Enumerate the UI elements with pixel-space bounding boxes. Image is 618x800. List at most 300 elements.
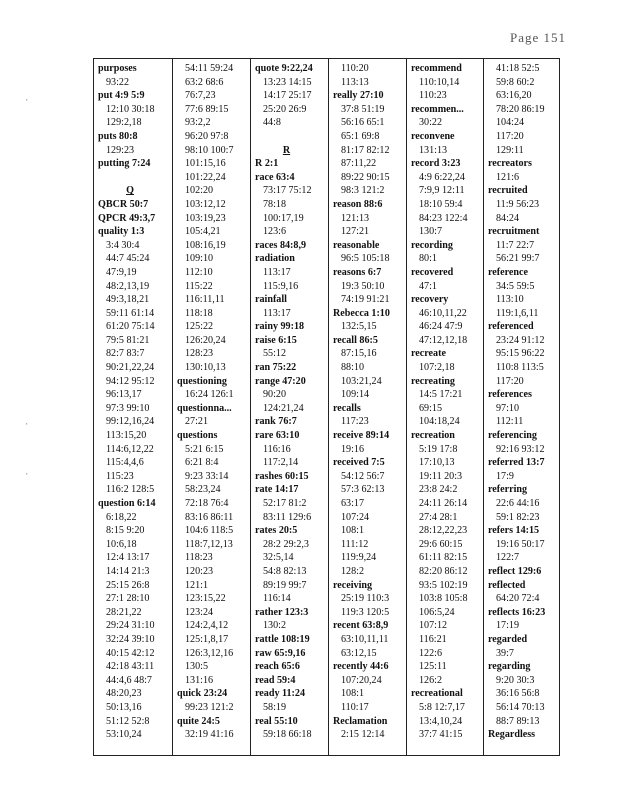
index-term: recall 86:5 xyxy=(333,334,378,346)
page-reference: 99:12,16,24 xyxy=(106,416,155,428)
page-reference: 63:17 xyxy=(341,498,364,509)
index-term: recreational xyxy=(411,688,463,700)
index-term: R 2:1 xyxy=(255,158,279,170)
index-term: recruitment xyxy=(488,226,540,238)
page-reference: 27:21 xyxy=(185,416,208,428)
page-reference: 130:10,13 xyxy=(185,362,226,374)
page-reference: 113:13 xyxy=(341,76,369,88)
page-reference: 115:9,16 xyxy=(263,280,299,292)
index-term: reasons 6:7 xyxy=(333,266,382,278)
page-reference: 40:15 42:12 xyxy=(106,647,155,659)
page-reference: 105:4,21 xyxy=(185,226,221,238)
page-reference: 107:2,18 xyxy=(419,362,455,374)
index-term: rather 123:3 xyxy=(255,606,309,618)
index-term: QBCR 50:7 xyxy=(98,198,149,210)
page-reference: 113:10 xyxy=(496,294,524,306)
page-reference: 106:5,24 xyxy=(419,606,455,618)
page-reference: 118:23 xyxy=(185,552,213,564)
index-term: quick 23:24 xyxy=(177,688,228,700)
page-reference: 96:13,17 xyxy=(106,389,142,401)
page-reference: 54:11 59:24 xyxy=(185,63,234,74)
page-reference: 113:17 xyxy=(263,307,291,319)
margin-mark-left-low: · xyxy=(24,470,30,480)
page-reference: 97:10 xyxy=(496,402,519,414)
page-reference: 119:9,24 xyxy=(341,552,377,564)
index-term: Rebecca 1:10 xyxy=(333,307,390,319)
page-reference: 61:20 75:14 xyxy=(106,321,155,333)
index-term: quality 1:3 xyxy=(98,226,145,238)
page-reference: 17:9 xyxy=(496,470,514,482)
page-reference: 65:1 69:8 xyxy=(341,130,380,142)
index-column-5 xyxy=(406,59,483,755)
page-reference: 2:15 12:14 xyxy=(341,729,385,741)
margin-mark-left-mid: · xyxy=(24,420,30,430)
page-reference: 92:16 93:12 xyxy=(496,443,545,455)
page-reference: 101:22,24 xyxy=(185,171,226,183)
page-reference: 6:18,22 xyxy=(106,511,137,523)
page-reference: 116:11,11 xyxy=(185,294,225,306)
page-reference: 123:6 xyxy=(263,226,286,238)
index-term: raise 6:15 xyxy=(255,334,297,346)
page-reference: 104:18,24 xyxy=(419,416,460,428)
page-reference: 77:6 89:15 xyxy=(185,103,229,115)
index-term: putting 7:24 xyxy=(98,158,151,170)
page-reference: 49:3,18,21 xyxy=(106,294,150,306)
index-term: recreate xyxy=(411,348,446,360)
page-reference: 14:14 21:3 xyxy=(106,565,150,577)
page-reference: 9:23 33:14 xyxy=(185,470,229,482)
page-reference: 94:12 95:12 xyxy=(106,375,155,387)
index-term: reconvene xyxy=(411,130,455,142)
page-reference: 114:6,12,22 xyxy=(106,443,154,455)
page-reference: 23:24 91:12 xyxy=(496,334,545,346)
page-reference: 128:2 xyxy=(341,565,364,577)
page-reference: 50:13,16 xyxy=(106,701,142,713)
page-reference: 121:13 xyxy=(341,212,370,224)
index-term: rainfall xyxy=(255,294,287,306)
page-reference: 90:20 xyxy=(263,389,286,401)
index-term: rank 76:7 xyxy=(255,416,297,428)
page-reference: 83:16 86:11 xyxy=(185,511,234,523)
index-term: read 59:4 xyxy=(255,674,296,686)
page-reference: 27:4 28:1 xyxy=(419,511,458,523)
page-reference: 13:4,10,24 xyxy=(419,715,463,727)
index-term: receive 89:14 xyxy=(333,430,390,442)
page-reference: 101:15,16 xyxy=(185,158,226,170)
index-term: referenced xyxy=(488,321,534,333)
index-term: questionna... xyxy=(177,402,232,414)
page-reference: 44:7 45:24 xyxy=(106,253,150,265)
page-reference: 110:23 xyxy=(419,90,447,102)
page-reference: 89:19 99:7 xyxy=(263,579,307,591)
page-reference: 123:24 xyxy=(185,606,214,618)
page-reference: 129:11 xyxy=(496,144,524,156)
index-term: recalls xyxy=(333,402,361,414)
page-reference: 107:20,24 xyxy=(341,674,382,686)
page-reference: 124:21,24 xyxy=(263,402,304,414)
page-reference: 19:16 50:17 xyxy=(496,538,545,550)
page-reference: 110:8 113:5 xyxy=(496,362,544,374)
page-reference: 17:10,13 xyxy=(419,457,455,469)
page-reference: 46:24 47:9 xyxy=(419,321,463,333)
page-reference: 47:9,19 xyxy=(106,266,137,278)
page-reference: 127:21 xyxy=(341,226,370,238)
index-term: referred 13:7 xyxy=(488,457,545,469)
page-reference: 42:18 43:11 xyxy=(106,661,155,673)
page-reference: 126:2 xyxy=(419,674,442,686)
page-reference: 103:12,12 xyxy=(185,198,226,210)
page-reference: 107:12 xyxy=(419,620,448,632)
page-reference: 17:19 xyxy=(496,620,519,632)
page-reference: 13:23 14:15 xyxy=(263,76,312,88)
page-reference: 123:15,22 xyxy=(185,593,226,605)
page-reference: 119:1,6,11 xyxy=(496,307,539,319)
page-reference: 108:16,19 xyxy=(185,239,226,251)
page-reference: 29:24 31:10 xyxy=(106,620,155,632)
index-term: recovered xyxy=(411,266,454,278)
page-reference: 27:1 28:10 xyxy=(106,593,150,605)
margin-mark-left-top: · xyxy=(24,96,30,106)
index-term: puts 80:8 xyxy=(98,130,138,142)
page-reference: 129:23 xyxy=(106,144,135,156)
page-reference: 83:11 129:6 xyxy=(263,511,312,523)
page-reference: 22:6 44:16 xyxy=(496,498,540,509)
page-reference: 116:16 xyxy=(263,443,291,455)
index-term: rattle 108:19 xyxy=(255,633,310,645)
index-term: quote 9:22,24 xyxy=(255,63,313,74)
page-reference: 47:12,12,18 xyxy=(419,334,468,346)
page-reference: 5:8 12:7,17 xyxy=(419,701,465,713)
page-reference: 59:18 66:18 xyxy=(263,729,312,741)
page-reference: 97:3 99:10 xyxy=(106,402,150,414)
page-reference: 56:16 65:1 xyxy=(341,117,385,129)
page-reference: 55:12 xyxy=(263,348,286,360)
index-column-2 xyxy=(172,59,250,755)
page-reference: 25:15 26:8 xyxy=(106,579,150,591)
page-reference: 78:20 86:19 xyxy=(496,103,545,115)
page-reference: 69:15 xyxy=(419,402,442,414)
page-reference: 41:18 52:5 xyxy=(496,63,540,74)
page-reference: 30:22 xyxy=(419,117,442,129)
index-column-3 xyxy=(250,59,328,755)
page-reference: 122:7 xyxy=(496,552,519,564)
index-term: references xyxy=(488,389,532,401)
index-term: really 27:10 xyxy=(333,90,384,102)
section-letter: R xyxy=(282,144,291,156)
page-reference: 130:7 xyxy=(419,226,442,238)
page-number-label: Page 151 xyxy=(509,30,566,45)
index-term: ready 11:24 xyxy=(255,688,306,700)
page-reference: 48:2,13,19 xyxy=(106,280,150,292)
page-reference: 78:18 xyxy=(263,198,286,210)
page-reference xyxy=(255,130,328,144)
index-column-1 xyxy=(94,59,172,755)
index-term: reflected xyxy=(488,579,526,591)
page-reference: 104:24 xyxy=(496,117,525,129)
page-reference: 125:22 xyxy=(185,321,214,333)
index-term: Regardless xyxy=(488,729,536,741)
page-reference: 63:10,11,11 xyxy=(341,633,389,645)
page-reference: 81:17 82:12 xyxy=(341,144,390,156)
page-reference: 3:4 30:4 xyxy=(106,239,140,251)
page-reference: 126:3,12,16 xyxy=(185,647,234,659)
page-reference: 103:8 105:8 xyxy=(419,593,468,605)
page-reference: 112:11 xyxy=(496,416,524,428)
page-reference: 44:4,6 48:7 xyxy=(106,674,152,686)
index-term: range 47:20 xyxy=(255,375,306,387)
page-reference: 61:11 82:15 xyxy=(419,552,468,564)
index-term: radiation xyxy=(255,253,295,265)
page-reference: 56:21 99:7 xyxy=(496,253,540,265)
index-term: reasonable xyxy=(333,239,380,251)
index-term: recovery xyxy=(411,294,449,306)
page-reference: 4:9 6:22,24 xyxy=(419,171,465,183)
index-term: rate 14:17 xyxy=(255,484,299,496)
page-reference: 90:21,22,24 xyxy=(106,362,155,374)
page-reference: 108:1 xyxy=(341,525,364,537)
page-reference: 116:2 128:5 xyxy=(106,484,155,496)
page-reference: 107:24 xyxy=(341,511,370,523)
page-reference: 93:22 xyxy=(106,76,129,88)
index-term: QPCR 49:3,7 xyxy=(98,212,156,224)
index-term: referring xyxy=(488,484,528,496)
index-term: questions xyxy=(177,430,218,442)
page-reference: 28:21,22 xyxy=(106,606,142,618)
page-reference: 102:20 xyxy=(185,185,214,197)
index-term: recruited xyxy=(488,185,528,197)
index-term: rainy 99:18 xyxy=(255,321,305,333)
page-reference: 24:11 26:14 xyxy=(419,498,468,509)
page-reference: 11:9 56:23 xyxy=(496,198,540,210)
page-reference: 95:15 96:22 xyxy=(496,348,545,360)
page-reference: 128:23 xyxy=(185,348,214,360)
page-reference: 48:20,23 xyxy=(106,688,142,700)
page-reference: 63:2 68:6 xyxy=(185,76,224,88)
index-term: Reclamation xyxy=(333,715,388,727)
page-reference: 25:19 110:3 xyxy=(341,593,390,605)
page-reference: 131:13 xyxy=(419,144,448,156)
page-reference: 25:20 26:9 xyxy=(263,103,307,115)
page-reference: 110:10,14 xyxy=(419,76,460,88)
index-term: questioning xyxy=(177,375,227,387)
page-reference: 84:24 xyxy=(496,212,519,224)
page-reference: 39:7 xyxy=(496,647,514,659)
page-reference: 82:7 83:7 xyxy=(106,348,145,360)
page-reference: 37:8 51:19 xyxy=(341,103,385,115)
page-reference: 118:7,12,13 xyxy=(185,538,233,550)
page-reference: 113:17 xyxy=(263,266,291,278)
index-term: rare 63:10 xyxy=(255,430,300,442)
page-reference: 110:20 xyxy=(341,63,369,74)
page-reference: 87:11,22 xyxy=(341,158,377,170)
page-reference: 14:17 25:17 xyxy=(263,90,312,102)
page-reference: 110:17 xyxy=(341,701,369,713)
index-term: receiving xyxy=(333,579,373,591)
index-term: recreators xyxy=(488,158,532,170)
page-reference: 112:10 xyxy=(185,266,213,278)
page-reference: 122:6 xyxy=(419,647,442,659)
page-reference: 57:3 62:13 xyxy=(341,484,385,496)
page-reference: 58:19 xyxy=(263,701,286,713)
page-reference: 109:14 xyxy=(341,389,370,401)
index-term: raw 65:9,16 xyxy=(255,647,306,659)
page-reference: 19:16 xyxy=(341,443,364,455)
page-reference: 47:1 xyxy=(419,280,437,292)
page-reference: 7:9,9 12:11 xyxy=(419,185,465,197)
page-reference: 103:19,23 xyxy=(185,212,226,224)
page-reference: 108:1 xyxy=(341,688,364,700)
index-term: regarding xyxy=(488,661,531,673)
index-term: recording xyxy=(411,239,453,251)
page-reference: 64:20 72:4 xyxy=(496,593,540,605)
index-term: recommend xyxy=(411,63,462,74)
index-term: quite 24:5 xyxy=(177,715,220,727)
page-reference: 130:2 xyxy=(263,620,286,632)
page-reference: 117:2,14 xyxy=(263,457,299,469)
index-term: regarded xyxy=(488,633,528,645)
page-reference: 28:2 29:2,3 xyxy=(263,538,309,550)
page-reference: 121:1 xyxy=(185,579,208,591)
index-term: purposes xyxy=(98,63,137,74)
page-reference: 59:8 60:2 xyxy=(496,76,535,88)
index-term: recreating xyxy=(411,375,455,387)
page-reference: 125:1,8,17 xyxy=(185,633,229,645)
index-term: record 3:23 xyxy=(411,158,461,170)
page-reference: 23:8 24:2 xyxy=(419,484,458,496)
page-reference: 93:5 102:19 xyxy=(419,579,468,591)
index-term: reason 88:6 xyxy=(333,198,383,210)
page-reference: 5:19 17:8 xyxy=(419,443,458,455)
page-reference: 113:15,20 xyxy=(106,430,147,442)
index-term: rates 20:5 xyxy=(255,525,298,537)
page-reference: 32:24 39:10 xyxy=(106,633,155,645)
page-reference: 88:10 xyxy=(341,362,364,374)
page-reference: 115:22 xyxy=(185,280,213,292)
index-column-6 xyxy=(483,59,561,755)
index-term: refers 14:15 xyxy=(488,525,540,537)
page-reference: 59:1 82:23 xyxy=(496,511,540,523)
page-reference: 124:2,4,12 xyxy=(185,620,229,632)
index-term: reflect 129:6 xyxy=(488,565,542,577)
page-reference: 32:5,14 xyxy=(263,552,294,564)
page-reference: 63:16,20 xyxy=(496,90,532,102)
page-reference: 54:12 56:7 xyxy=(341,470,385,482)
index-table xyxy=(93,58,560,756)
index-term: received 7:5 xyxy=(333,457,385,469)
index-term: referencing xyxy=(488,430,537,442)
page-reference: 44:8 xyxy=(263,117,281,129)
page-reference: 34:5 59:5 xyxy=(496,280,535,292)
page-reference: 121:6 xyxy=(496,171,519,183)
page-reference: 29:6 60:15 xyxy=(419,538,463,550)
index-term: put 4:9 5:9 xyxy=(98,90,145,102)
page-reference: 131:16 xyxy=(185,674,214,686)
index-term: race 63:4 xyxy=(255,171,295,183)
page-reference: 89:22 90:15 xyxy=(341,171,390,183)
page-reference: 126:20,24 xyxy=(185,334,226,346)
page-reference: 99:23 121:2 xyxy=(185,701,234,713)
page-reference: 16:24 126:1 xyxy=(185,389,234,401)
page-reference: 117:20 xyxy=(496,130,524,142)
index-term: real 55:10 xyxy=(255,715,298,727)
index-term: reflects 16:23 xyxy=(488,606,546,618)
page-reference: 9:20 30:3 xyxy=(496,674,535,686)
page-reference: 10:6,18 xyxy=(106,538,137,550)
page-reference: 19:3 50:10 xyxy=(341,280,385,292)
page-reference: 115:4,4,6 xyxy=(106,457,144,469)
page-reference: 103:21,24 xyxy=(341,375,382,387)
page-reference: 116:21 xyxy=(419,633,447,645)
page-reference: 100:17,19 xyxy=(263,212,304,224)
page-reference: 36:16 56:8 xyxy=(496,688,540,700)
page-reference: 76:7,23 xyxy=(185,90,216,102)
page-reference: 54:8 82:13 xyxy=(263,565,307,577)
page-reference: 111:12 xyxy=(341,538,369,550)
page-reference: 79:5 81:21 xyxy=(106,334,150,346)
index-term: reach 65:6 xyxy=(255,661,300,673)
page-reference: 28:12,22,23 xyxy=(419,525,468,537)
page-reference: 116:14 xyxy=(263,593,291,605)
page-reference: 109:10 xyxy=(185,253,214,265)
index-term: races 84:8,9 xyxy=(255,239,307,251)
page-reference: 84:23 122:4 xyxy=(419,212,468,224)
page-reference: 72:18 76:4 xyxy=(185,498,229,509)
page-reference: 118:18 xyxy=(185,307,213,319)
page-reference: 5:21 6:15 xyxy=(185,443,224,455)
index-column-4 xyxy=(328,59,406,755)
page-reference: 82:20 86:12 xyxy=(419,565,468,577)
page-reference: 14:5 17:21 xyxy=(419,389,463,401)
index-term: recent 63:8,9 xyxy=(333,620,389,632)
page-reference: 73:17 75:12 xyxy=(263,185,312,197)
page-reference: 93:2,2 xyxy=(185,117,211,129)
page-reference: 59:11 61:14 xyxy=(106,307,155,319)
index-term: recently 44:6 xyxy=(333,661,389,673)
page-reference: 58:23,24 xyxy=(185,484,221,496)
page-reference: 12:10 30:18 xyxy=(106,103,155,115)
page-reference: 119:3 120:5 xyxy=(341,606,390,618)
page-reference: 132:5,15 xyxy=(341,321,377,333)
page-reference: 104:6 118:5 xyxy=(185,525,234,537)
page-reference: 56:14 70:13 xyxy=(496,701,545,713)
page-reference: 80:1 xyxy=(419,253,437,265)
index-term: rashes 60:15 xyxy=(255,470,309,482)
page-reference: 46:10,11,22 xyxy=(419,307,467,319)
index-term: reference xyxy=(488,266,528,278)
page-reference: 19:11 20:3 xyxy=(419,470,463,482)
page-reference: 125:11 xyxy=(419,661,447,673)
page-reference: 96:20 97:8 xyxy=(185,130,229,142)
page-reference: 115:23 xyxy=(106,470,134,482)
page-reference: 74:19 91:21 xyxy=(341,294,390,306)
page-reference: 53:10,24 xyxy=(106,729,142,741)
index-term: question 6:14 xyxy=(98,498,156,509)
page-reference: 63:12,15 xyxy=(341,647,377,659)
page-reference: 37:7 41:15 xyxy=(419,729,463,741)
section-letter: Q xyxy=(126,185,134,197)
index-term: recreation xyxy=(411,430,455,442)
page-reference: 120:23 xyxy=(185,565,214,577)
index-term: ran 75:22 xyxy=(255,362,297,374)
page-reference: 12:4 13:17 xyxy=(106,552,150,564)
page-reference: 8:15 9:20 xyxy=(106,525,145,537)
page-reference: 52:17 81:2 xyxy=(263,498,307,509)
page-reference: 11:7 22:7 xyxy=(496,239,535,251)
page-reference: 117:23 xyxy=(341,416,369,428)
page-reference: 130:5 xyxy=(185,661,208,673)
page-reference: 6:21 8:4 xyxy=(185,457,219,469)
page-reference xyxy=(98,171,172,185)
